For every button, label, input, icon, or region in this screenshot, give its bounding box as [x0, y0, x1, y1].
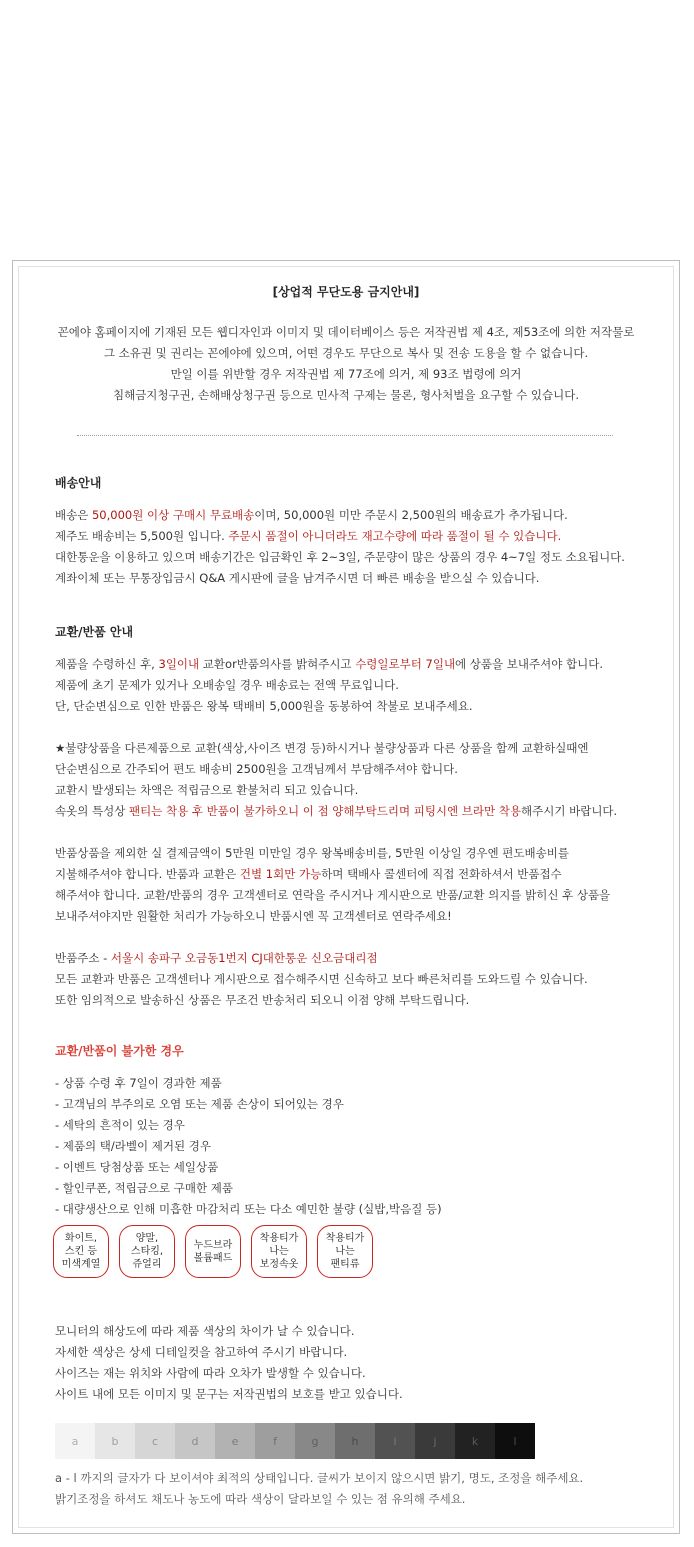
shipping-title: 배송안내	[55, 476, 102, 490]
text: 교환or반품의사를 밝혀주시고	[199, 657, 356, 671]
scale-swatch-l: l	[495, 1423, 535, 1459]
shipping-line: 대한통운을 이용하고 있으며 배송기간은 입금확인 후 2~3일, 주문량이 많은 상품의 경우 4~7일 정도 소요됩니다.	[55, 550, 625, 564]
scale-swatch-c: c	[135, 1423, 175, 1459]
exchange-title: 교환/반품 안내	[55, 625, 134, 639]
shipping-line: 계좌이체 또는 무통장입금시 Q&A 게시판에 글을 남겨주시면 더 빠른 배송을 받으실 수 있습니다.	[55, 571, 540, 585]
list-item: - 고객님의 부주의로 오염 또는 제품 손상이 되어있는 경우	[55, 1097, 344, 1111]
badge-light-colors: 화이트, 스킨 등 미색계열	[53, 1225, 109, 1278]
list-item: - 대량생산으로 인해 미흡한 마감처리 또는 다소 예민한 불량 (실밥,박음질 등)	[55, 1202, 442, 1216]
scale-swatch-e: e	[215, 1423, 255, 1459]
shipping-line	[55, 505, 659, 526]
badge-panties: 착용티가 나는 팬티류	[317, 1225, 373, 1278]
monitor-section	[55, 1321, 659, 1405]
notice-line: 침해금지청구권, 손해배상청구권 등으로 민사적 구제는 물론, 형사처벌을 요구할 수 있습니다.	[112, 388, 579, 402]
copyright-notice	[13, 283, 679, 406]
exchange-line	[55, 654, 659, 675]
text: 하며 택배사 콜센터에 직접 전화하셔서 반품접수	[321, 867, 562, 881]
text: 반품주소 -	[55, 951, 111, 965]
notice-line: 꼰에야 홈페이지에 기재된 모든 웹디자인과 이미지 및 데이터베이스 등은 저작권법 제 4조, 제53조에 의한 저작물로	[57, 325, 635, 339]
scale-swatch-d: d	[175, 1423, 215, 1459]
text: 에 상품을 보내주셔야 합니다.	[455, 657, 603, 671]
exchange-line	[55, 801, 659, 822]
list-item: - 세탁의 흔적이 있는 경우	[55, 1118, 185, 1132]
exchange-line: 보내주셔야지만 원활한 처리가 가능하오니 반품시엔 꼭 고객센터로 연락주세요!	[55, 909, 452, 923]
monitor-line: 자세한 색상은 상세 디테일컷을 참고하여 주시기 바랍니다.	[55, 1345, 348, 1359]
exchange-line: 교환시 발생되는 차액은 적립금으로 환불처리 되고 있습니다.	[55, 783, 359, 797]
text: 지불해주셔야 합니다. 반품과 교환은	[55, 867, 240, 881]
scale-notes	[55, 1468, 659, 1510]
scale-note: 밝기조정을 하셔도 채도나 농도에 따라 색상이 달라보일 수 있는 점 유의해 주세요.	[55, 1492, 466, 1506]
text: 해주시기 바랍니다.	[521, 804, 618, 818]
return-address	[55, 948, 659, 969]
text: 제품을 수령하신 후,	[55, 657, 159, 671]
exchange-line: 단, 단순변심으로 인한 반품은 왕복 택배비 5,000원을 동봉하여 착불로 보내주세요.	[55, 699, 473, 713]
badge-socks-jewelry: 양말, 스타킹, 쥬얼리	[119, 1225, 175, 1278]
exchange-line: 모든 교환과 반품은 고객센터나 게시판으로 접수해주시면 신속하고 보다 빠른처리를 도와드릴 수 있습니다.	[55, 972, 588, 986]
exchange-line: 반품상품을 제외한 실 결제금액이 5만원 미만일 경우 왕복배송비를, 5만원 이상일 경우엔 편도배송비를	[55, 846, 569, 860]
shipping-line	[55, 526, 659, 547]
text: 이며, 50,000원 미만 주문시 2,500원의 배송료가 추가됩니다.	[254, 508, 568, 522]
not-allowed-section	[55, 1042, 659, 1220]
list-item: - 상품 수령 후 7일이 경과한 제품	[55, 1076, 222, 1090]
notice-line: 만일 이를 위반할 경우 저작권법 제 77조에 의거, 제 93조 법령에 의거	[170, 367, 522, 381]
notice-title: [상업적 무단도용 금지안내]	[272, 285, 420, 299]
highlight-text: 건별 1회만 가능	[239, 867, 322, 881]
exchange-section	[55, 623, 659, 1011]
shipping-section	[55, 474, 659, 589]
exchange-line: 제품에 초기 문제가 있거나 오배송일 경우 배송료는 전액 무료입니다.	[55, 678, 399, 692]
badge-shapewear: 착용티가 나는 보정속옷	[251, 1225, 307, 1278]
text: 제주도 배송비는 5,500원 입니다.	[55, 529, 229, 543]
monitor-line: 모니터의 해상도에 따라 제품 색상의 차이가 날 수 있습니다.	[55, 1324, 355, 1338]
exchange-line: 단순변심으로 간주되어 편도 배송비 2500원을 고객님께서 부담해주셔야 합니다.	[55, 762, 458, 776]
monitor-line: 사이즈는 재는 위치와 사람에 따라 오차가 발생할 수 있습니다.	[55, 1366, 366, 1380]
info-frame	[12, 260, 680, 1534]
list-item: - 이벤트 당첨상품 또는 세일상품	[55, 1160, 219, 1174]
excluded-items-badges	[53, 1225, 373, 1278]
exchange-line: 또한 임의적으로 발송하신 상품은 무조건 반송처리 되오니 이점 양해 부탁드립니다.	[55, 993, 470, 1007]
exchange-line: ★불량상품을 다른제품으로 교환(색상,사이즈 변경 등)하시거나 불량상품과 다른 상품을 함께 교환하실때엔	[55, 741, 589, 755]
scale-swatch-j: j	[415, 1423, 455, 1459]
list-item: - 할인쿠폰, 적립금으로 구매한 제품	[55, 1181, 233, 1195]
scale-swatch-i: i	[375, 1423, 415, 1459]
highlight-text: 주문시 품절이 아니더라도 재고수량에 따라 품절이 될 수 있습니다.	[228, 529, 562, 543]
scale-swatch-k: k	[455, 1423, 495, 1459]
exchange-line: 해주셔야 합니다. 교환/반품의 경우 고객센터로 연락을 주시거나 게시판으로 반품/교환 의지를 밝히신 후 상품을	[55, 888, 611, 902]
exchange-line	[55, 864, 659, 885]
scale-swatch-h: h	[335, 1423, 375, 1459]
badge-nude-bra: 누드브라 볼륨패드	[185, 1225, 241, 1278]
list-item: - 제품의 택/라벨이 제거된 경우	[55, 1139, 211, 1153]
dotted-divider	[77, 435, 613, 436]
scale-swatch-f: f	[255, 1423, 295, 1459]
notice-line: 그 소유권 및 권리는 꼰에야에 있으며, 어떤 경우도 무단으로 복사 및 전송 도용을 할 수 없습니다.	[103, 346, 589, 360]
highlight-text: 팬티는 착용 후 반품이 불가하오니 이 점 양해부탁드리며 피팅시엔 브라만 착용	[128, 804, 522, 818]
scale-swatch-g: g	[295, 1423, 335, 1459]
highlight-text: 수령일로부터 7일내	[355, 657, 456, 671]
text: 속옷의 특성상	[55, 804, 129, 818]
highlight-text: 50,000원 이상 구매시 무료배송	[91, 508, 255, 522]
scale-note: a - l 까지의 글자가 다 보이셔야 최적의 상태입니다. 글씨가 보이지 않으시면 밝기, 명도, 조정을 해주세요.	[55, 1471, 584, 1485]
scale-swatch-b: b	[95, 1423, 135, 1459]
scale-swatch-a: a	[55, 1423, 95, 1459]
text: 배송은	[55, 508, 92, 522]
highlight-text: 서울시 송파구 오금동1번지 CJ대한통운 신오금대리점	[110, 951, 378, 965]
brightness-scale	[55, 1423, 535, 1459]
highlight-text: 3일이내	[158, 657, 200, 671]
not-allowed-title: 교환/반품이 불가한 경우	[55, 1044, 184, 1058]
monitor-line: 사이트 내에 모든 이미지 및 문구는 저작권법의 보호를 받고 있습니다.	[55, 1387, 403, 1401]
